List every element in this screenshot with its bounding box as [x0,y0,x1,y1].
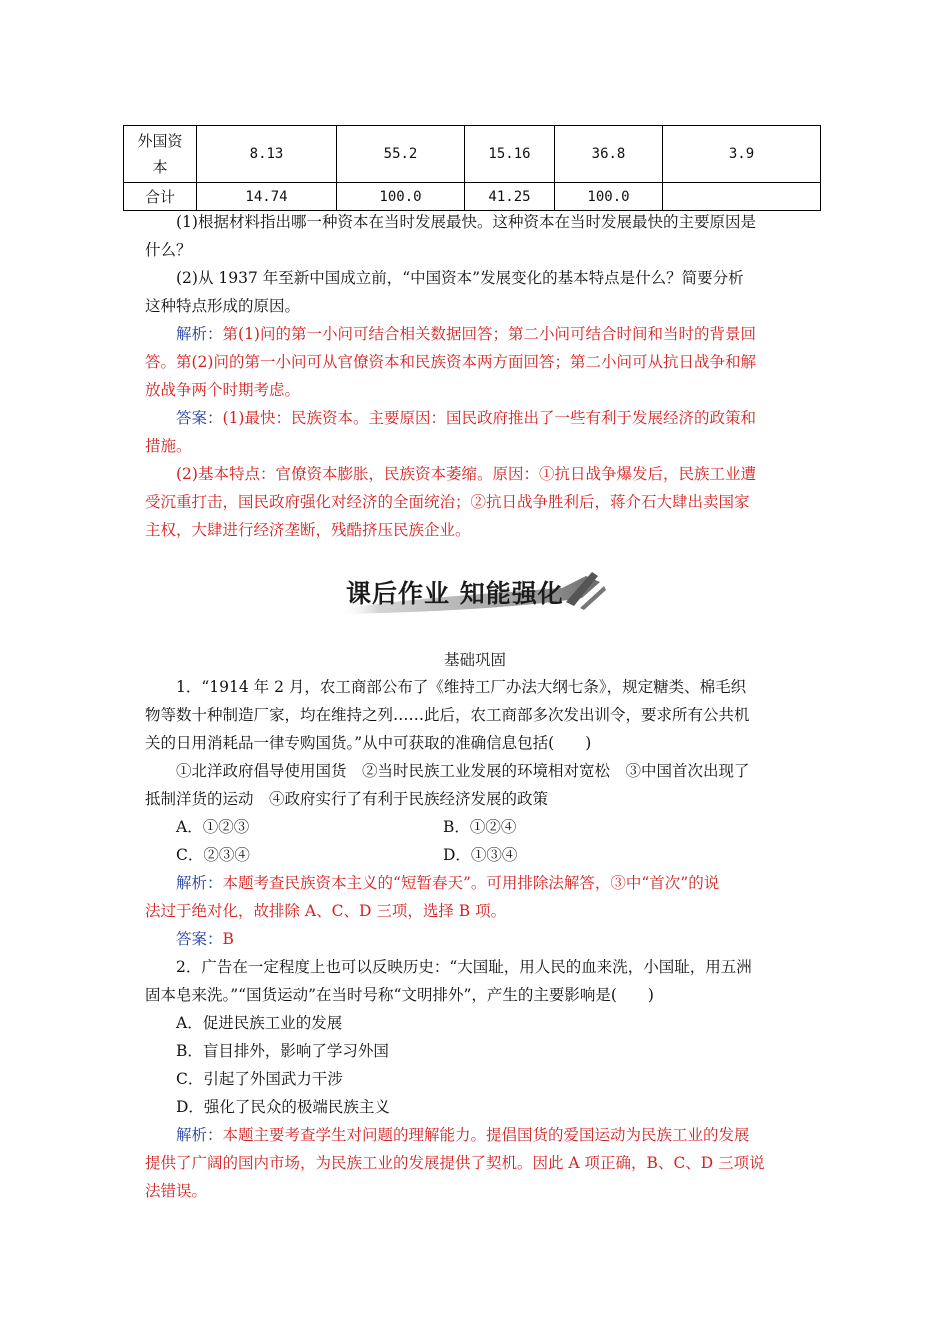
analysis-text: 法过于绝对化，故排除 A、C、D 三项，选择 B 项。 [145,902,507,920]
answer-label: 答案： [176,930,223,948]
question-text: ①北洋政府倡导使用国货 ②当时民族工业发展的环境相对宽松 ③中国首次出现了 [176,762,750,780]
table-row [124,183,821,211]
table-row [124,126,821,183]
section-banner [330,566,610,618]
analysis-label: 解析： [176,325,223,343]
table-cell: 41.25 [465,183,555,211]
option-a: A．促进民族工业的发展 [176,1014,343,1032]
table-cell: 36.8 [555,126,663,183]
analysis-label: 解析： [176,874,223,892]
question-text: 这种特点形成的原因。 [145,297,301,315]
table-cell: 3.9 [663,126,821,183]
question-text: 什么？ [145,241,192,259]
option-c: C．引起了外国武力干涉 [176,1070,343,1088]
table-cell: 55.2 [337,126,465,183]
section-subtitle: 基础巩固 [443,651,506,669]
question-text: 固本皂来洗。”“国货运动”在当时号称“文明排外”，产生的主要影响是( ) [145,986,654,1004]
question-text: (1)根据材料指出哪一种资本在当时发展最快。这种资本在当时发展最快的主要原因是 [176,213,756,231]
question-text: 1．“1914 年 2 月，农工商部公布了《维持工厂办法大纲七条》，规定糖类、棉毛织 [176,678,747,696]
table-cell: 100.0 [555,183,663,211]
question-text: 关的日用消耗品一律专购国货。”从中可获取的准确信息包括( ) [145,734,592,752]
banner-title: 课后作业 知能强化 [346,579,564,608]
answer-text: (2)基本特点：官僚资本膨胀，民族资本萎缩。原因：①抗日战争爆发后，民族工业遭 [176,465,756,483]
answer-text: 主权，大肆进行经济垄断，残酷挤压民族企业。 [145,521,471,539]
analysis-text: 解析：本题主要考查学生对问题的理解能力。提倡国货的爱国运动为民族工业的发展 [176,1126,750,1144]
analysis-text: 解析：第(1)问的第一小问可结合相关数据回答；第二小问可结合时间和当时的背景回 [176,325,756,343]
option-b: B．①②④ [443,818,517,836]
table-cell: 14.74 [197,183,337,211]
analysis-text: 答。第(2)问的第一小问可从官僚资本和民族资本两方面回答；第二小问可从抗日战争和解 [145,353,756,371]
table-cell [663,183,821,211]
table-cell: 15.16 [465,126,555,183]
analysis-label: 解析： [176,1126,223,1144]
option-d: D．①③④ [443,846,518,864]
row-label: 合计 [124,183,197,211]
option-a: A．①②③ [176,818,250,836]
analysis-text: 提供了广阔的国内市场，为民族工业的发展提供了契机。因此 A 项正确，B、C、D 三项说 [145,1154,765,1172]
answer-label: 答案： [176,409,223,427]
answer-text: 答案：(1)最快：民族资本。主要原因：国民政府推出了一些有利于发展经济的政策和 [176,409,756,427]
question-text: 物等数十种制造厂家，均在维持之列……此后，农工商部多次发出训令，要求所有公共机 [145,706,750,724]
question-text: 2．广告在一定程度上也可以反映历史：“大国耻，用人民的血来洗，小国耻，用五洲 [176,958,752,976]
analysis-text: 放战争两个时期考虑。 [145,381,301,399]
option-d: D．强化了民众的极端民族主义 [176,1098,390,1116]
row-label: 外国资本 [124,126,197,183]
option-b: B．盲目排外，影响了学习外国 [176,1042,389,1060]
answer-text: 受沉重打击，国民政府强化对经济的全面统治；②抗日战争胜利后，蒋介石大肆出卖国家 [145,493,750,511]
table-cell: 8.13 [197,126,337,183]
analysis-text: 法错误。 [145,1182,208,1200]
question-text: (2)从 1937 年至新中国成立前，“中国资本”发展变化的基本特点是什么？简要分析 [176,269,744,287]
capital-table [123,125,821,211]
table-cell: 100.0 [337,183,465,211]
option-c: C．②③④ [176,846,250,864]
question-text: 抵制洋货的运动 ④政府实行了有利于民族经济发展的政策 [145,790,549,808]
answer-text: 答案：B [176,930,234,948]
analysis-text: 解析：本题考查民族资本主义的“短暂春天”。可用排除法解答，③中“首次”的说 [176,874,720,892]
answer-text: 措施。 [145,437,192,455]
